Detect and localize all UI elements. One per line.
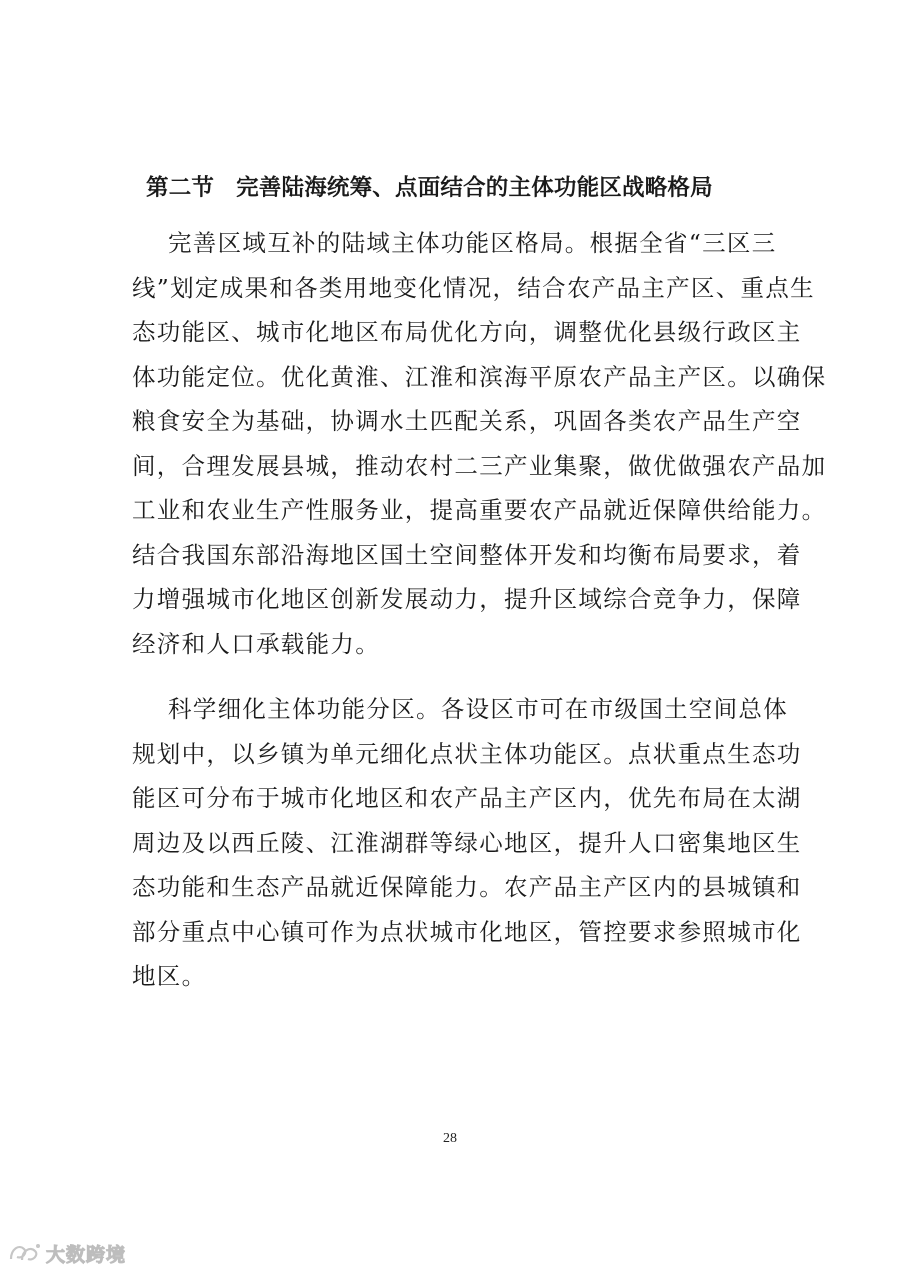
section-title: 完善陆海统筹、点面结合的主体功能区战略格局: [236, 175, 713, 201]
paragraph-line: 态功能和生态产品就近保障能力。农产品主产区内的县城镇和: [132, 873, 802, 901]
paragraph-line: 能区可分布于城市化地区和农产品主产区内，优先布局在太湖: [132, 784, 802, 812]
brand-logo-icon: [8, 1241, 42, 1265]
paragraph-line: 规划中，以乡镇为单元细化点状主体功能区。点状重点生态功: [132, 739, 802, 768]
paragraph-line: 粮食安全为基础，协调水土匹配关系，巩固各类农产品生产空: [132, 407, 802, 435]
paragraph-refine-zoning: [132, 687, 802, 999]
paragraph-line: 间，合理发展县城，推动农村二三产业集聚，做优做强农产品加: [132, 451, 827, 480]
paragraph-line: 地区。: [132, 962, 207, 990]
paragraph-line: 结合我国东部沿海地区国土空间整体开发和均衡布局要求，着: [132, 540, 802, 569]
watermark: [8, 1239, 126, 1267]
paragraph-line: 线”划定成果和各类用地变化情况，结合农产品主产区、重点生: [132, 273, 815, 302]
paragraph-line: 态功能区、城市化地区布局优化方向，调整优化县级行政区主: [132, 318, 802, 346]
paragraph-line: 部分重点中心镇可作为点状城市化地区，管控要求参照城市化: [132, 917, 802, 946]
paragraph-line: 科学细化主体功能分区。各设区市可在市级国土空间总体: [168, 695, 788, 723]
section-number: 第二节: [146, 175, 215, 201]
paragraph-line: 体功能定位。优化黄淮、江淮和滨海平原农产品主产区。以确保: [132, 362, 827, 391]
paragraph-line: 力增强城市化地区创新发展动力，提升区域综合竞争力，保障: [132, 585, 802, 613]
page-number: 28: [443, 1131, 457, 1146]
watermark-text: 大数跨境: [46, 1243, 127, 1266]
paragraph-land-pattern: [132, 221, 827, 666]
paragraph-line: 周边及以西丘陵、江淮湖群等绿心地区，提升人口密集地区生: [132, 828, 802, 857]
paragraph-line: 工业和农业生产性服务业，提高重要农产品就近保障供给能力。: [132, 496, 827, 524]
paragraph-line: 完善区域互补的陆域主体功能区格局。根据全省“三区三: [168, 229, 777, 257]
section-heading: [146, 171, 786, 205]
paragraph-line: 经济和人口承载能力。: [132, 629, 380, 658]
